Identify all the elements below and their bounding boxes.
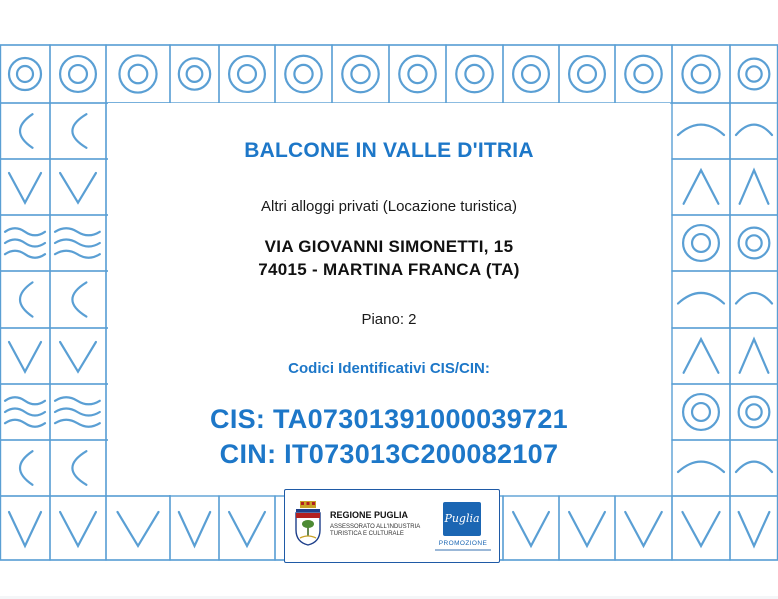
pattern-tile-motif [634,65,652,83]
pattern-tile-motif [9,58,41,90]
pattern-tile-motif [625,56,661,92]
pattern-tile [0,496,50,560]
promozione-tagline-mark [435,549,491,551]
pattern-tile-motif [294,65,312,83]
pattern-tile [503,45,559,103]
pattern-tile-motif [399,56,435,92]
puglia-promozione-logo-icon: Puglia [443,502,481,536]
pattern-tile [559,45,615,103]
sponsor-logos [284,489,500,563]
pattern-tile [559,496,615,560]
pattern-tile-motif [569,56,605,92]
pattern-tile-motif [55,228,100,235]
pattern-tile-motif [736,125,772,135]
pattern-tile-motif [465,65,483,83]
pattern-tile [0,45,50,103]
pattern-tile-motif [682,55,719,92]
pattern-tile-motif [682,512,719,546]
pattern-tile-motif [229,512,265,546]
pattern-tile [615,45,672,103]
property-title: BALCONE IN VALLE D'ITRIA [244,139,534,162]
pattern-tile-motif [746,66,761,81]
cin-code: CIN: IT073013C200082107 [219,439,559,469]
pattern-tile [730,496,778,560]
pattern-tile-motif [678,125,724,135]
pattern-tile-motif [408,65,426,83]
pattern-tile-motif [351,65,369,83]
pattern-tile-motif [129,65,148,84]
regione-subtitle [330,524,425,538]
pattern-tile [106,496,170,560]
pattern-tile-motif [569,512,605,546]
regione-puglia-crest-icon [293,500,323,546]
regione-subtitle-line1: ASSESSORATO ALL'INDUSTRIA [330,524,421,530]
pattern-tile-motif [179,58,210,89]
pattern-tile-motif [60,512,96,546]
regione-name: REGIONE PUGLIA [330,510,409,520]
pattern-tile-motif [69,65,87,83]
address-street: VIA GIOVANNI SIMONETTI, 15 [264,237,514,256]
floor-number: Piano: 2 [361,311,417,328]
pattern-tile [503,496,559,560]
pattern-tile-motif [513,512,549,546]
pattern-tile [50,496,106,560]
pattern-tile [446,45,503,103]
pattern-tile [389,45,446,103]
pattern-tile-motif [5,228,45,235]
pattern-tile [170,496,219,560]
pattern-tile [50,45,106,103]
pattern-tile-motif [739,59,770,90]
pattern-tile-motif [678,293,724,304]
pattern-tile [730,45,778,103]
pattern-tile [275,45,332,103]
codes-heading: Codici Identificativi CIS/CIN: [288,360,490,377]
pattern-tile [219,496,275,560]
cis-code: CIS: TA07301391000039721 [210,404,568,434]
pattern-tile [615,496,672,560]
pattern-tile-motif [692,65,711,84]
pattern-tile-motif [179,512,210,546]
address-city: 74015 - MARTINA FRANCA (TA) [258,260,520,279]
pattern-tile-motif [456,56,492,92]
pattern-tile [106,45,170,103]
pattern-tile [672,496,730,560]
pattern-tile-motif [522,65,540,83]
pattern-tile-motif [118,512,159,546]
pattern-tile-motif [229,56,265,92]
pattern-tile-motif [187,66,203,82]
pattern-tile-motif [285,56,321,92]
pattern-tile-motif [9,512,41,546]
pattern-tile-motif [739,512,770,546]
pattern-tile-motif [578,65,596,83]
pattern-tile [672,45,730,103]
pattern-tile-motif [342,56,378,92]
pattern-tile-motif [625,512,661,546]
pattern-tile [219,45,275,103]
pattern-tile-motif [736,293,772,304]
pattern-tile-motif [119,55,156,92]
regione-subtitle-line2: TURISTICA E CULTURALE [330,531,404,537]
pattern-tile-motif [238,65,256,83]
pattern-tile-motif [513,56,549,92]
pattern-tile [332,45,389,103]
pattern-tile-motif [60,56,96,92]
pattern-tile-motif [17,66,33,82]
accommodation-category: Altri alloggi privati (Locazione turistica) [261,198,517,215]
promozione-label: PROMOZIONE [438,540,488,547]
pattern-tile [170,45,219,103]
